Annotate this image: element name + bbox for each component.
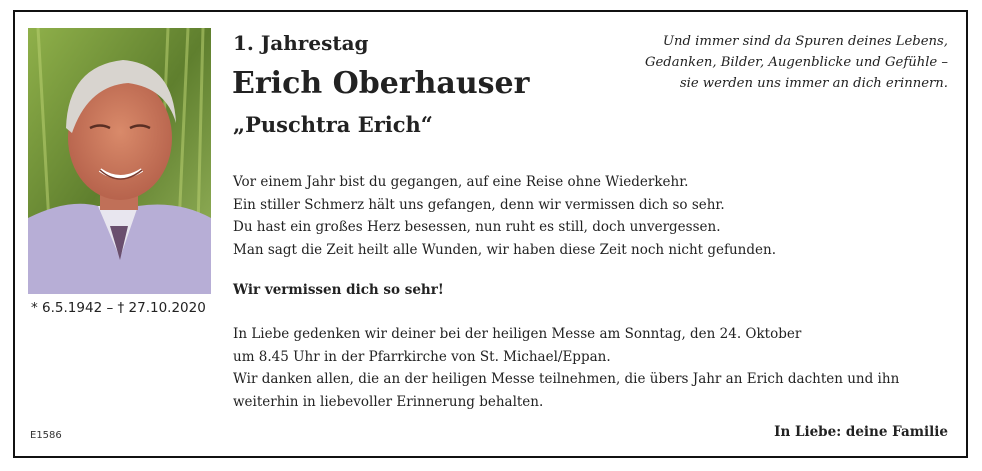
- portrait-image: [28, 28, 211, 294]
- mass-announcement: [233, 323, 899, 413]
- anniversary-heading: 1. Jahrestag: [233, 31, 369, 55]
- family-signature: In Liebe: deine Familie: [774, 424, 948, 440]
- mass-line: Wir danken allen, die an der heiligen Messe teilnehmen, die übers Jahr an Erich dachten und ihn: [233, 371, 900, 387]
- nickname: „Puschtra Erich“: [233, 112, 433, 137]
- poem-line: Vor einem Jahr bist du gegangen, auf eine Reise ohne Wiederkehr.: [233, 174, 689, 190]
- ad-code: E1586: [30, 430, 62, 441]
- quote-line: Und immer sind da Spuren deines Lebens,: [662, 34, 948, 49]
- life-dates: * 6.5.1942 – † 27.10.2020: [31, 300, 206, 316]
- mass-line: In Liebe gedenken wir deiner bei der heiligen Messe am Sonntag, den 24. Oktober: [233, 326, 802, 342]
- poem-block: [233, 171, 776, 261]
- portrait-photo: [28, 28, 211, 294]
- poem-line: Man sagt die Zeit heilt alle Wunden, wir haben diese Zeit noch nicht gefunden.: [233, 241, 776, 258]
- quote-line: Gedanken, Bilder, Augenblicke und Gefühle –: [644, 55, 948, 70]
- quote-line: sie werden uns immer an dich erinnern.: [679, 76, 948, 91]
- mass-line: um 8.45 Uhr in der Pfarrkirche von St. Michael/Eppan.: [233, 348, 611, 365]
- mass-line: weiterhin in liebevoller Erinnerung behalten.: [233, 393, 544, 410]
- quote-block: [608, 31, 948, 94]
- poem-line: Ein stiller Schmerz hält uns gefangen, denn wir vermissen dich so sehr.: [233, 196, 725, 213]
- miss-line: Wir vermissen dich so sehr!: [233, 282, 444, 298]
- deceased-name: Erich Oberhauser: [232, 66, 530, 101]
- poem-line: Du hast ein großes Herz besessen, nun ruht es still, doch unvergessen.: [233, 219, 721, 235]
